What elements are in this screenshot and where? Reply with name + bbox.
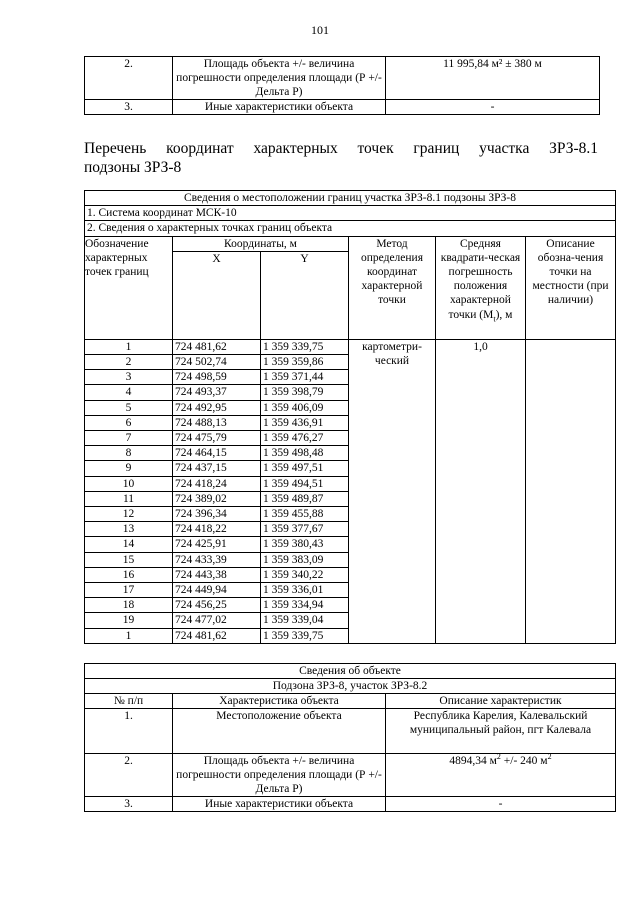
point-number: 14 [85, 537, 173, 552]
points-section-title: 2. Сведения о характерных точках границ объекта [85, 221, 616, 236]
point-y: 1 359 371,44 [261, 370, 349, 385]
point-x: 724 443,38 [173, 567, 261, 582]
point-number: 9 [85, 461, 173, 476]
object-table [84, 663, 616, 812]
description-value [526, 339, 616, 643]
point-number: 2 [85, 355, 173, 370]
point-y: 1 359 377,67 [261, 522, 349, 537]
section-heading-continued: подзоны ЗРЗ-8 [84, 159, 182, 176]
point-y: 1 359 334,94 [261, 598, 349, 613]
point-y: 1 359 489,87 [261, 491, 349, 506]
point-y: 1 359 339,75 [261, 339, 349, 354]
point-x: 724 418,22 [173, 522, 261, 537]
point-y: 1 359 497,51 [261, 461, 349, 476]
characteristic-name: Местоположение объекта [173, 709, 386, 754]
point-y: 1 359 336,01 [261, 583, 349, 598]
point-x: 724 493,37 [173, 385, 261, 400]
point-y: 1 359 476,27 [261, 431, 349, 446]
object-table-title: Сведения об объекте [85, 664, 616, 679]
header-description: Описание характеристик [386, 694, 616, 709]
point-number: 3 [85, 370, 173, 385]
header-designation: Обозначение характерных точек границ [85, 236, 173, 339]
characteristic-value: Республика Карелия, Калевальский муниципальный район, пгт Калевала [386, 709, 616, 754]
point-number: 15 [85, 552, 173, 567]
characteristic-name: Площадь объекта +/- величина погрешности определения площади (Р +/- Дельта Р) [173, 754, 386, 797]
point-y: 1 359 494,51 [261, 476, 349, 491]
header-y: Y [261, 251, 349, 339]
point-x: 724 481,62 [173, 339, 261, 354]
point-x: 724 475,79 [173, 431, 261, 446]
section-heading: Перечень координат характерных точек границ участка ЗРЗ-8.1 [84, 140, 598, 157]
row-number: 2. [85, 754, 173, 797]
coordinate-row [85, 339, 616, 354]
point-x: 724 389,02 [173, 491, 261, 506]
point-number: 17 [85, 583, 173, 598]
point-x: 724 498,59 [173, 370, 261, 385]
point-y: 1 359 455,88 [261, 507, 349, 522]
point-number: 10 [85, 476, 173, 491]
point-x: 724 464,15 [173, 446, 261, 461]
point-x: 724 437,15 [173, 461, 261, 476]
point-number: 13 [85, 522, 173, 537]
point-number: 12 [85, 507, 173, 522]
point-number: 8 [85, 446, 173, 461]
point-y: 1 359 406,09 [261, 400, 349, 415]
header-characteristic: Характеристика объекта [173, 694, 386, 709]
row-number: 3. [85, 797, 173, 812]
row-number: 3. [85, 100, 173, 115]
table-row [85, 57, 600, 100]
point-x: 724 481,62 [173, 628, 261, 643]
point-number: 1 [85, 339, 173, 354]
point-y: 1 359 339,04 [261, 613, 349, 628]
point-number: 18 [85, 598, 173, 613]
point-x: 724 418,24 [173, 476, 261, 491]
point-y: 1 359 380,43 [261, 537, 349, 552]
point-x: 724 425,91 [173, 537, 261, 552]
top-table [84, 56, 600, 115]
point-y: 1 359 359,86 [261, 355, 349, 370]
point-x: 724 488,13 [173, 415, 261, 430]
characteristic-value: 4894,34 $м^2$ +/- 240 $м^2$ [386, 754, 616, 797]
point-number: 7 [85, 431, 173, 446]
point-y: 1 359 498,48 [261, 446, 349, 461]
point-y: 1 359 340,22 [261, 567, 349, 582]
characteristic-name: Иные характеристики объекта [173, 797, 386, 812]
header-number: № п/п [85, 694, 173, 709]
point-x: 724 492,95 [173, 400, 261, 415]
point-x: 724 456,25 [173, 598, 261, 613]
point-number: 11 [85, 491, 173, 506]
point-y: 1 359 436,91 [261, 415, 349, 430]
point-y: 1 359 339,75 [261, 628, 349, 643]
characteristic-value: - [386, 797, 616, 812]
characteristic-value: 11 995,84 м² ± 380 м [386, 57, 600, 100]
header-x: X [173, 251, 261, 339]
point-y: 1 359 398,79 [261, 385, 349, 400]
point-number: 5 [85, 400, 173, 415]
header-description: Описание обозна-чения точки на местности (при наличии) [526, 236, 616, 339]
characteristic-name: Иные характеристики объекта [173, 100, 386, 115]
point-number: 4 [85, 385, 173, 400]
point-number: 1 [85, 628, 173, 643]
coordinates-table [84, 190, 616, 644]
table-title: Сведения о местоположении границ участка ЗРЗ-8.1 подзоны ЗРЗ-8 [85, 191, 616, 206]
page-number: 101 [311, 23, 329, 37]
point-x: 724 396,34 [173, 507, 261, 522]
coordinate-system: 1. Система координат МСК-10 [85, 206, 616, 221]
point-number: 6 [85, 415, 173, 430]
point-x: 724 449,94 [173, 583, 261, 598]
point-x: 724 502,74 [173, 355, 261, 370]
method-value: картометри-ческий [349, 339, 436, 643]
point-y: 1 359 383,09 [261, 552, 349, 567]
header-method: Метод определения координат характерной точки [349, 236, 436, 339]
characteristic-name: Площадь объекта +/- величина погрешности определения площади (Р +/- Дельта Р) [173, 57, 386, 100]
header-coordinates: Координаты, м [173, 236, 349, 251]
point-number: 16 [85, 567, 173, 582]
point-x: 724 477,02 [173, 613, 261, 628]
table-row [85, 100, 600, 115]
point-number: 19 [85, 613, 173, 628]
row-number: 2. [85, 57, 173, 100]
accuracy-value: 1,0 [436, 339, 526, 643]
row-number: 1. [85, 709, 173, 754]
characteristic-value: - [386, 100, 600, 115]
point-x: 724 433,39 [173, 552, 261, 567]
header-accuracy: Средняя квадрати-ческая погрешность положения характерной точки $(M_t)$, м [436, 236, 526, 339]
object-table-subtitle: Подзона ЗРЗ-8, участок ЗРЗ-8.2 [85, 679, 616, 694]
